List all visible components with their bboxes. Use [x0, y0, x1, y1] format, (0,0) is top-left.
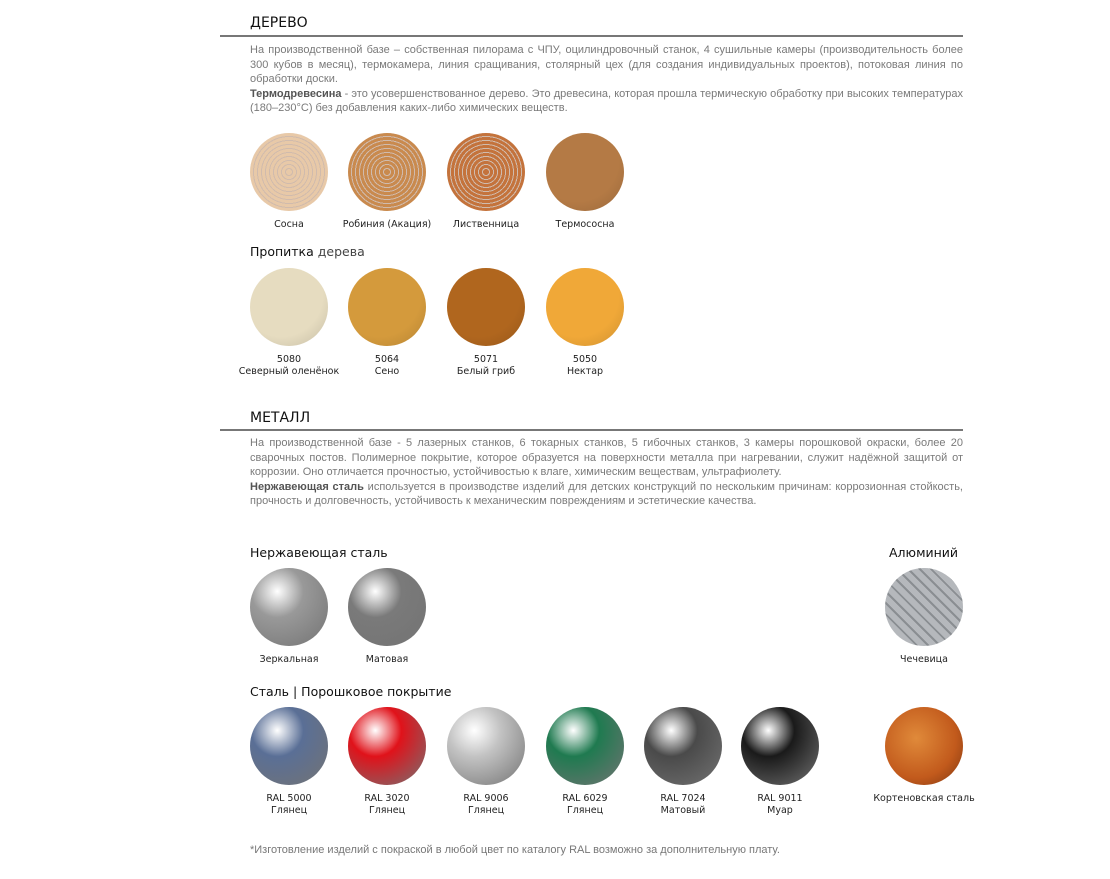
footnote: *Изготовление изделий с покраской в любой цвет по каталогу RAL возможно за дополнительную плату. — [250, 844, 780, 856]
powder-label — [332, 793, 442, 817]
metal-paragraph-2 — [250, 480, 963, 509]
label-line: Матовый — [660, 805, 706, 816]
powder-label — [234, 793, 344, 817]
label-line: Сено — [374, 366, 400, 377]
powder-swatch — [741, 707, 819, 785]
impregnation-swatch — [447, 268, 525, 346]
label-line: Сосна — [274, 219, 304, 230]
corten-label — [869, 793, 979, 805]
label-line: Северный оленёнок — [238, 366, 340, 377]
label-line: Кортеновская сталь — [873, 793, 975, 804]
label-line: Нектар — [566, 366, 604, 377]
label-line: RAL 3020 — [364, 793, 410, 804]
label-line: RAL 9011 — [757, 793, 803, 804]
stainless-label — [332, 654, 442, 666]
stainless-title: Нержавеющая сталь — [250, 545, 388, 560]
label-line: 5080 — [276, 354, 302, 365]
label-line: 5071 — [473, 354, 499, 365]
powder-swatch — [644, 707, 722, 785]
stainless-bold: Нержавеющая сталь — [250, 480, 364, 493]
wood-paragraph-1: На производственной базе – собственная пилорама с ЧПУ, оцилиндровочный станок, 4 сушильные камеры (производительность более 300 кубов в месяц), термокамера, линия сращивания, столярный цех (для создания индивидуальных проектов), потоковая линия по обработки доски. — [250, 44, 963, 86]
divider — [220, 35, 963, 37]
aluminium-label — [869, 654, 979, 666]
stainless-label — [234, 654, 344, 666]
impregnation-swatch — [546, 268, 624, 346]
wood-title: ДЕРЕВО — [250, 15, 308, 31]
divider — [220, 429, 963, 431]
label-line: RAL 6029 — [562, 793, 608, 804]
wood-type-label — [234, 219, 344, 231]
label-line: Глянец — [368, 805, 406, 816]
impregnation-label — [234, 354, 344, 378]
powder-label — [530, 793, 640, 817]
powder-swatch — [546, 707, 624, 785]
label-line: Робиния (Акация) — [342, 219, 432, 230]
label-line: RAL 7024 — [660, 793, 706, 804]
label-line: Глянец — [270, 805, 308, 816]
label-line: Глянец — [467, 805, 505, 816]
term-bold: Термодревесина — [250, 87, 342, 100]
label-line: Матовая — [365, 654, 409, 665]
wood-description — [250, 43, 963, 116]
impregnation-swatch — [250, 268, 328, 346]
label-line: Глянец — [566, 805, 604, 816]
corten-swatch — [885, 707, 963, 785]
label-line: Муар — [767, 805, 793, 816]
stainless-text: используется в производстве изделий для детских конструкций по нескольким причинам: коррозионная стойкость, прочность и долговечность, устойчивость к механическим повреждениям и эстетические качества. — [250, 480, 963, 508]
aluminium-title: Алюминий — [889, 545, 959, 560]
impregnation-label — [431, 354, 541, 378]
wood-type-swatch — [447, 133, 525, 211]
label-line: Термососна — [555, 219, 615, 230]
wood-type-swatch — [250, 133, 328, 211]
label-line: Лиственница — [452, 219, 520, 230]
impregnation-title — [250, 244, 365, 259]
wood-type-label — [332, 219, 442, 231]
aluminium-swatch — [885, 568, 963, 646]
wood-type-label — [431, 219, 541, 231]
impregnation-swatch — [348, 268, 426, 346]
powder-swatch — [447, 707, 525, 785]
impregnation-label — [530, 354, 640, 378]
label-line: 5050 — [572, 354, 598, 365]
label-line: Зеркальная — [259, 654, 319, 665]
powder-label — [431, 793, 541, 817]
wood-type-swatch — [348, 133, 426, 211]
label-line: RAL 9006 — [463, 793, 509, 804]
powder-label — [725, 793, 835, 817]
powder-title: Сталь | Порошковое покрытие — [250, 684, 452, 699]
label-line: RAL 5000 — [266, 793, 312, 804]
impregnation-title-rest: дерева — [313, 244, 365, 259]
stainless-swatch — [348, 568, 426, 646]
metal-paragraph-1: На производственной базе - 5 лазерных станков, 6 токарных станков, 5 гибочных станков, 3 камеры порошковой окраски, более 20 сварочных постов. Полимерное покрытие, которое образуется на поверхности металла при нагревании, служит надёжной защитой от коррозии. Оно отличается прочностью, устойчивостью к влаге, химическим веществам, ультрафиолету. — [250, 437, 963, 479]
metal-description — [250, 436, 963, 509]
label-line: Белый гриб — [456, 366, 516, 377]
wood-type-label — [530, 219, 640, 231]
label-line: 5064 — [374, 354, 400, 365]
stainless-swatch — [250, 568, 328, 646]
wood-paragraph-2 — [250, 87, 963, 116]
powder-swatch — [250, 707, 328, 785]
wood-type-swatch — [546, 133, 624, 211]
powder-swatch — [348, 707, 426, 785]
label-line: Чечевица — [900, 654, 948, 665]
metal-title: МЕТАЛЛ — [250, 410, 311, 426]
impregnation-label — [332, 354, 442, 378]
impregnation-title-bold: Пропитка — [250, 244, 314, 259]
powder-label — [628, 793, 738, 817]
term-text: - это усовершенствованное дерево. Это древесина, которая прошла термическую обработку при высоких температурах (180–230°C) без добавления каких-либо химических веществ. — [250, 87, 963, 115]
